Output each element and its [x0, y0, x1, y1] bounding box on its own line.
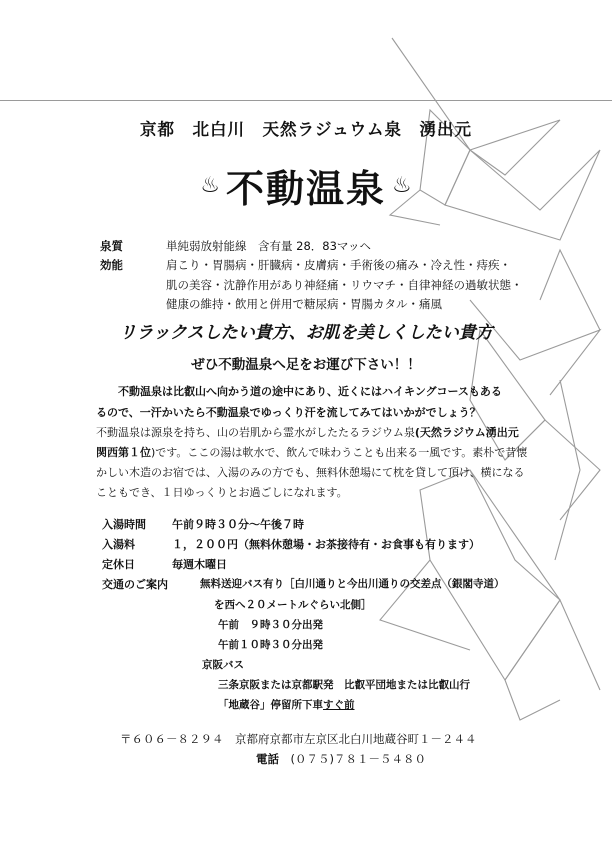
body-text: )です。ここの湯は軟水で、飲んで味わうことも出来る一風です。素朴で昔懐	[151, 446, 528, 459]
page-title: 不動温泉	[225, 166, 386, 211]
body-line: 不動温泉は比叡山へ向かう道の途中にあり、近くにはハイキングコースもある	[118, 385, 502, 398]
hot-spring-icon: ♨	[392, 173, 412, 198]
hours-label: 入湯時間	[102, 518, 146, 531]
bus-stop-note: すぐ前	[323, 699, 355, 711]
body-line	[96, 444, 527, 460]
phone-label: 電話	[256, 752, 279, 766]
header-spring: 湧出元	[419, 120, 472, 139]
effects-line: 肩こり・胃腸病・肝臓病・皮膚病・手術後の痛み・冷え性・痔疾・	[166, 258, 511, 272]
sub-catchphrase: ぜひ不動温泉へ足をお運び下さい！！	[191, 357, 421, 373]
quality-value: 単純弱放射能線 含有量 28．83マッヘ	[166, 239, 371, 253]
quality-label: 泉質	[100, 239, 123, 253]
effects-line: 肌の美容・沈静作用があり神経痛・リウマチ・自律神経の過敏状態・	[166, 278, 523, 292]
hot-spring-icon: ♨	[200, 173, 220, 198]
title-row	[0, 158, 612, 213]
effects-label: 効能	[100, 258, 123, 272]
catchphrase: リラックスしたい貴方、お肌を美しくしたい貴方	[119, 323, 493, 343]
bus-stop: 「地蔵谷」停留所下車	[218, 699, 323, 711]
access-line: 京阪バス	[202, 659, 244, 671]
body-line: るので、一汗かいたら不動温泉でゆっくり汗を流してみてはいかがでしょう？	[96, 406, 481, 419]
access-line: 無料送迎バス有り［白川通りと今出川通りの交差点（銀閣寺道）	[200, 578, 505, 590]
body-text: 関西第１位	[96, 446, 151, 459]
header-line	[0, 116, 612, 140]
phone-line	[256, 751, 426, 767]
postal-code: 〒６０６－８２９４	[120, 732, 224, 746]
body-text: (天然ラジウム湧出元	[414, 426, 519, 439]
phone-number: (０７５)７８１－５４８０	[290, 752, 426, 766]
access-label: 交通のご案内	[102, 578, 168, 591]
access-line: 午前１０時３０分出発	[218, 639, 323, 651]
fee-value: １，２００円（無料休憩場・お茶接待有・お食事も有ります）	[172, 538, 480, 551]
hours-value: 午前９時３０分～午後７時	[172, 518, 304, 531]
body-text: 不動温泉は源泉を持ち、山の岩肌から霊水がしたたるラジウム泉	[96, 426, 415, 439]
body-line	[96, 424, 519, 440]
header-source: 天然ラジュウム泉	[262, 120, 402, 139]
body-line: かしい木造のお宿では、入湯のみの方でも、無料休憩場にて枕を貸して頂け、横になる	[96, 466, 525, 479]
access-line: 午前 ９時３０分出発	[218, 619, 323, 631]
fee-label: 入湯料	[102, 538, 135, 551]
body-line: こともでき、１日ゆっくりとお過ごしになれます。	[96, 486, 348, 499]
street-address: 京都府京都市左京区北白川地蔵谷町１－２４４	[235, 732, 477, 746]
header-city: 京都	[139, 120, 175, 139]
closed-label: 定休日	[102, 558, 135, 571]
access-line: 三条京阪または京都駅発 比叡平団地または比叡山行	[218, 679, 470, 691]
closed-value: 毎週木曜日	[172, 558, 227, 571]
access-line	[218, 697, 355, 712]
address-line	[120, 731, 477, 747]
effects-line: 健康の維持・飲用と併用で糖尿病・胃腸カタル・痛風	[166, 297, 442, 311]
access-line: を西へ２０メートルぐらい北側］	[214, 599, 372, 611]
header-area: 北白川	[192, 120, 245, 139]
